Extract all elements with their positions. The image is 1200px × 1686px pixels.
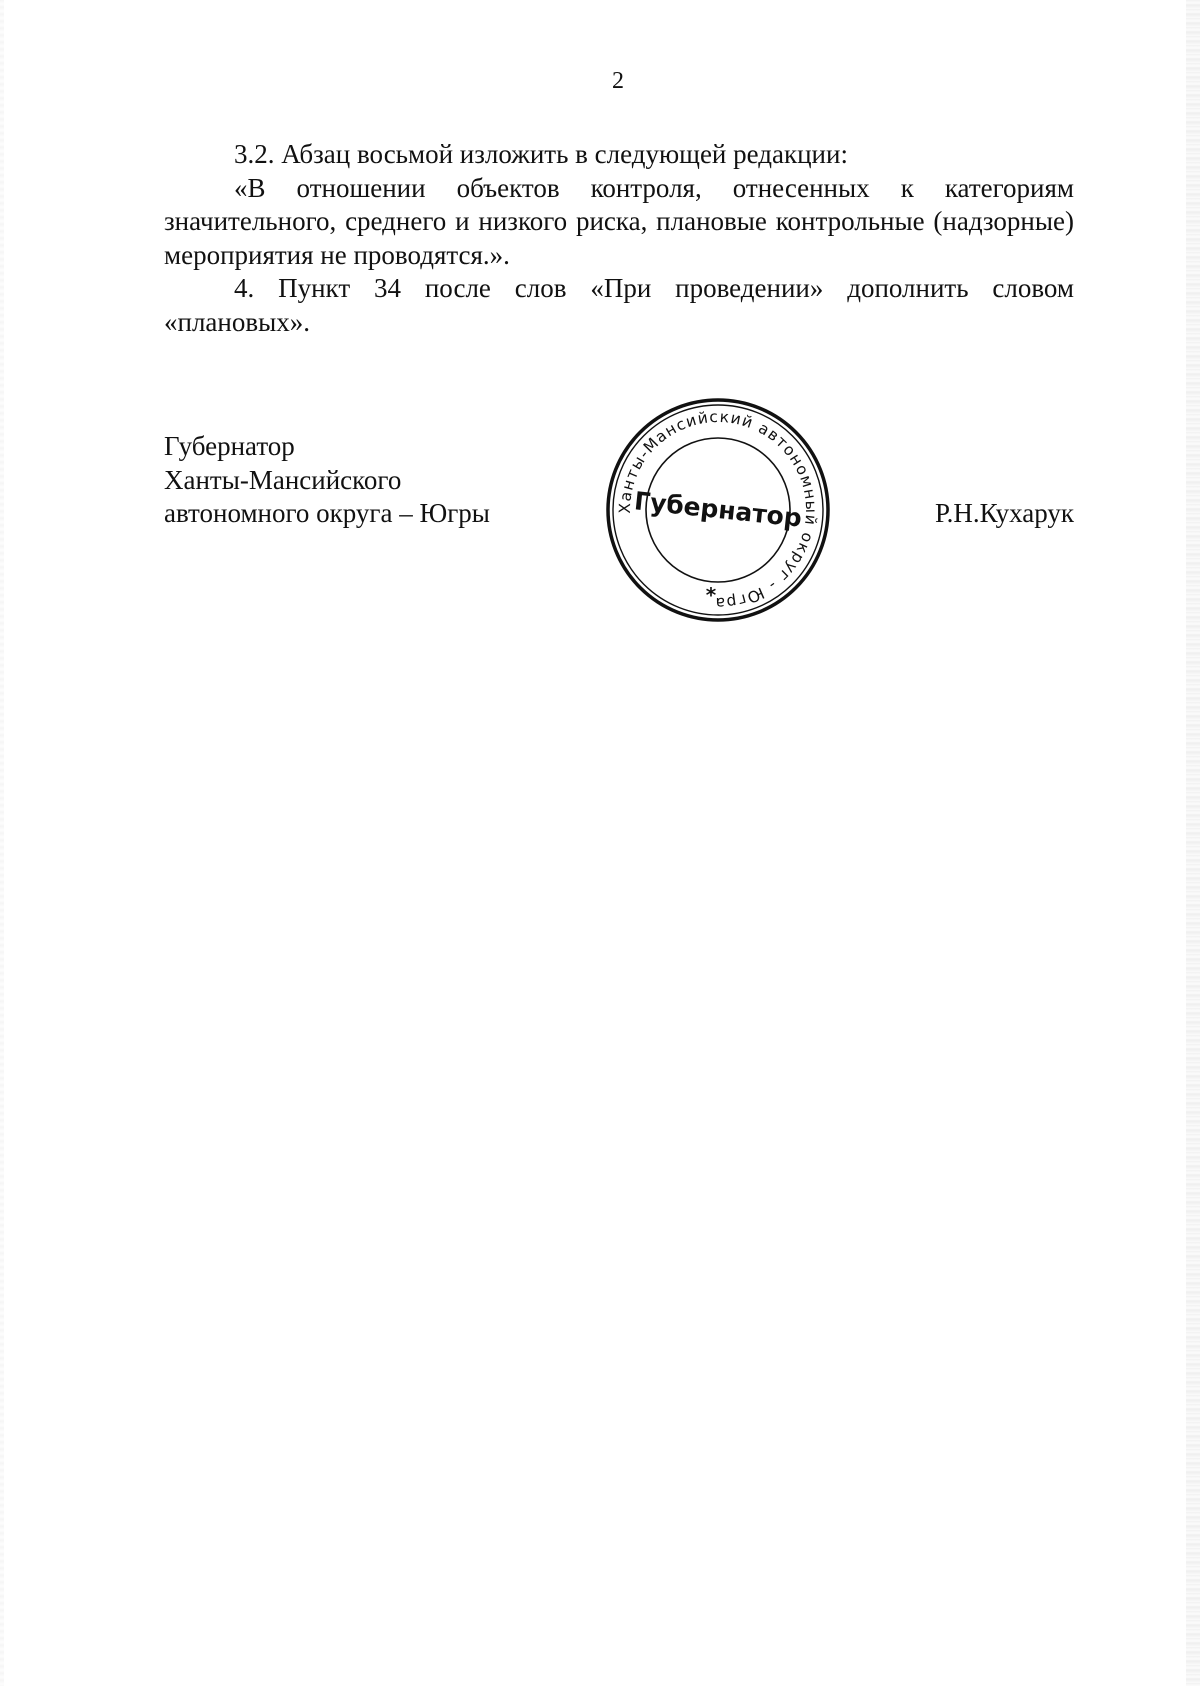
signatory-name: Р.Н.Кухарук: [934, 498, 1074, 528]
seal-center-text: Губернатор: [632, 486, 804, 533]
signatory-title: [164, 430, 490, 531]
signatory-title-line: Губернатор: [164, 431, 295, 461]
seal-graphic: [604, 396, 832, 624]
paragraph-4: 4. Пункт 34 после слов «При проведении» дополнить словом «плановых».: [164, 273, 1074, 337]
seal-ring-text: Ханты-Мансийский автономный округ - Югра: [615, 407, 821, 613]
signatory-title-line: автономного округа – Югры: [164, 498, 490, 528]
scan-edge-right: [1186, 0, 1200, 1686]
paragraph-3-2: 3.2. Абзац восьмой изложить в следующей редакции:: [234, 139, 848, 169]
document-body: [164, 138, 1074, 339]
seal-star: *: [705, 583, 717, 607]
official-seal: [604, 396, 832, 624]
scan-edge-left: [0, 0, 4, 1686]
signatory-title-line: Ханты-Мансийского: [164, 464, 402, 495]
page-number: 2: [612, 68, 624, 94]
paragraph-quoted-amendment: «В отношении объектов контроля, отнесенных к категориям значительного, среднего и низкого риска, плановые контрольные (надзорные) мероприятия не проводятся.».: [164, 172, 1074, 270]
